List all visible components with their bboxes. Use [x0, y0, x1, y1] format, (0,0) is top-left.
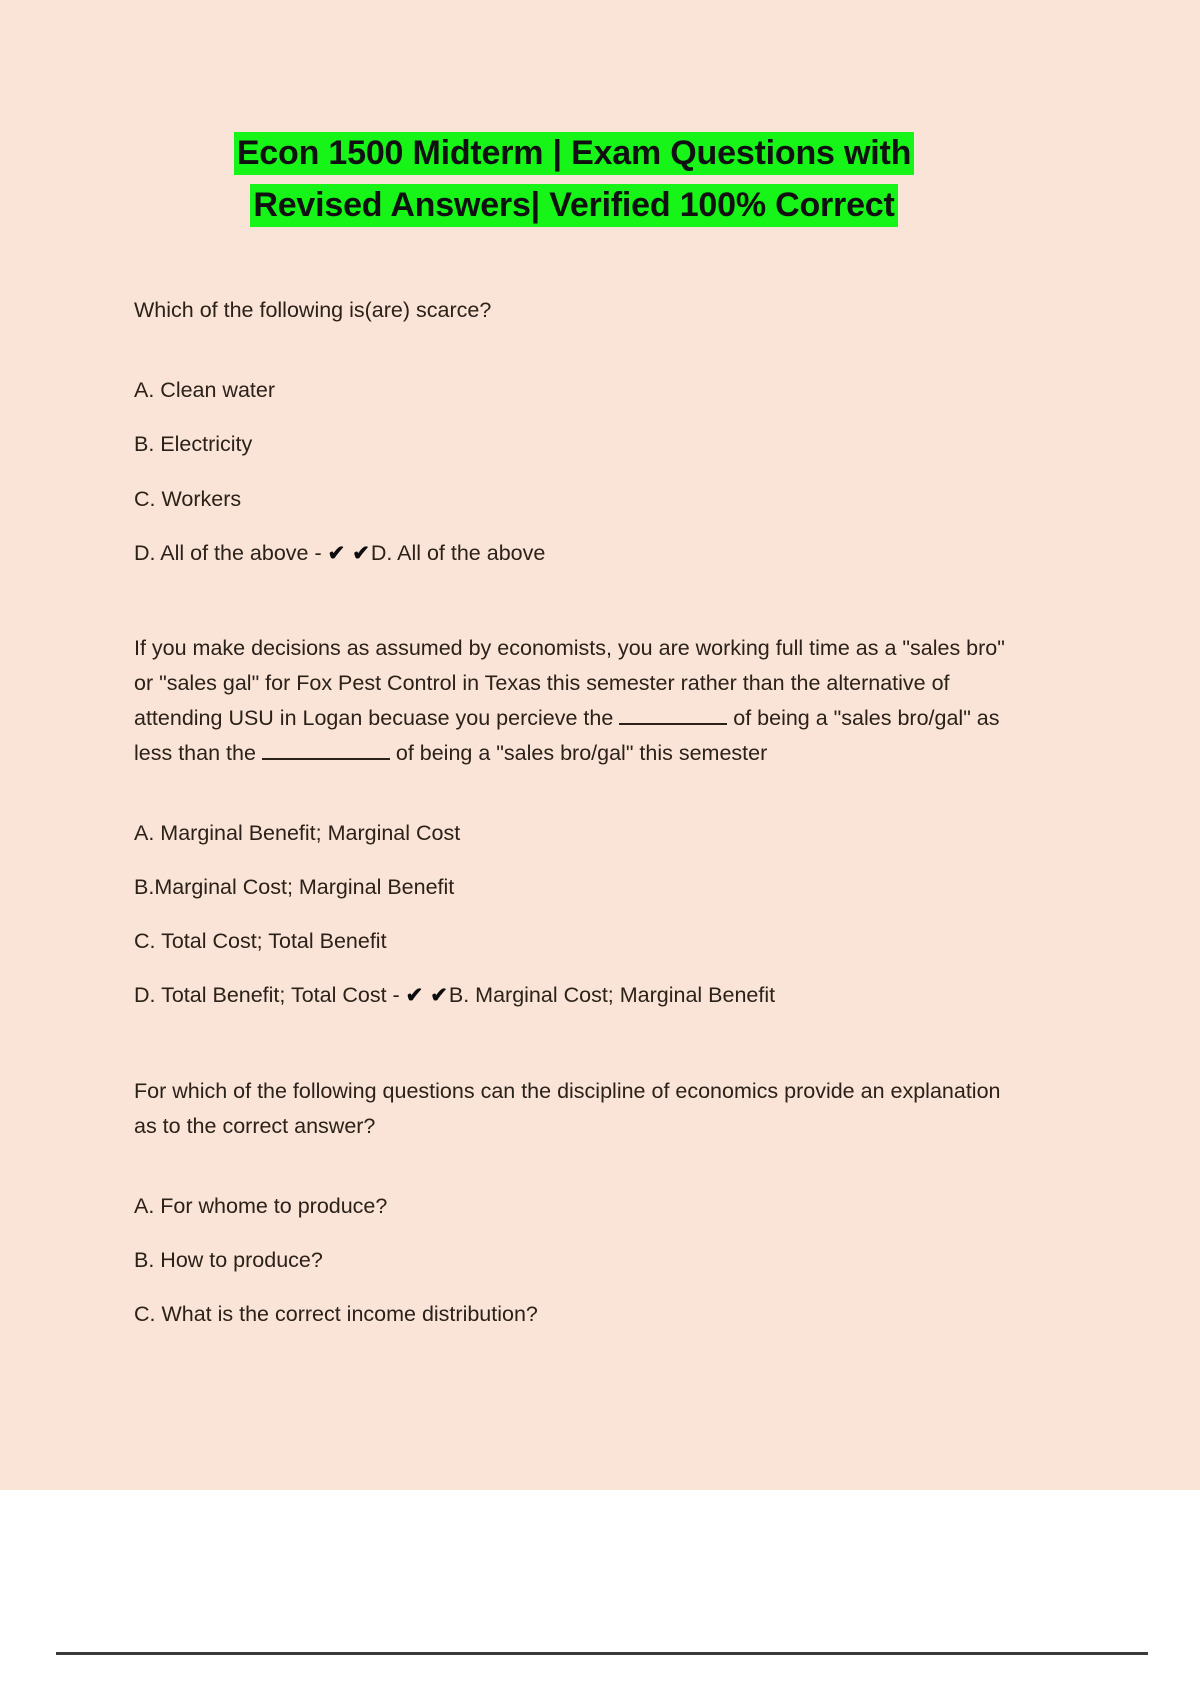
spacer [134, 1144, 1014, 1190]
spacer [134, 771, 1014, 817]
checkmark-icon: ✔ [430, 984, 449, 1008]
spacer [134, 849, 1014, 871]
question-2-stem [134, 631, 1014, 770]
spacer [134, 1222, 1014, 1244]
question-1-correct-answer: D. All of the above [370, 540, 546, 565]
page-break-gap [0, 1490, 1200, 1700]
question-3-option-a[interactable]: A. For whome to produce? [134, 1193, 388, 1218]
question-1-stem: Which of the following is(are) scarce? [134, 298, 492, 323]
spacer [134, 957, 1014, 979]
checkmark-icon: ✔ [405, 984, 425, 1008]
spacer [134, 903, 1014, 925]
question-1-option-b[interactable]: B. Electricity [134, 432, 253, 457]
question-1-option-c[interactable]: C. Workers [134, 486, 242, 511]
question-3-stem: For which of the following questions can the discipline of economics provide an explanation as to the correct answer? [134, 1078, 1001, 1138]
spacer [134, 461, 1014, 483]
question-3-option-c[interactable]: C. What is the correct income distribution? [134, 1302, 538, 1327]
question-2-option-b[interactable]: B.Marginal Cost; Marginal Benefit [134, 874, 455, 899]
page-title [134, 0, 1014, 231]
question-2-option-c[interactable]: C. Total Cost; Total Benefit [134, 929, 387, 954]
spacer [134, 569, 1014, 631]
spacer [134, 406, 1014, 428]
spacer [134, 231, 1014, 293]
spacer [134, 1012, 1014, 1074]
checkmark-icon: ✔ [327, 541, 347, 565]
question-2-option-a[interactable]: A. Marginal Benefit; Marginal Cost [134, 820, 461, 845]
question-1 [134, 293, 1014, 569]
spacer [134, 515, 1014, 537]
question-2-stem-part-3: of being a "sales bro/gal" this semester [389, 740, 768, 765]
question-3-option-b[interactable]: B. How to produce? [134, 1247, 323, 1272]
checkmark-icon: ✔ [352, 541, 371, 565]
question-1-answer-line[interactable] [134, 537, 1014, 570]
question-2 [134, 631, 1014, 1012]
blank-field-1 [619, 723, 727, 725]
question-3 [134, 1074, 1014, 1330]
question-1-option-a[interactable]: A. Clean water [134, 378, 276, 403]
question-2-stem-part-1: If you make decisions as assumed by economists, you are working full time as a "sales bro" or "sales gal" for Fox Pest Control in Texas this semester rather than the alternative of attending USU in Logan becuase you percieve the [134, 636, 1005, 731]
question-1-option-d-label: D. All of the above - [134, 540, 328, 565]
next-page-top-rule [56, 1652, 1148, 1655]
page-title-line-1: Econ 1500 Midterm | Exam Questions with [234, 132, 914, 175]
question-2-stem-part-2: of being a "sales bro/gal" as less than the [134, 706, 1000, 765]
question-2-answer-line[interactable] [134, 979, 1014, 1012]
question-2-option-d-label: D. Total Benefit; Total Cost - [134, 983, 406, 1008]
document-content [134, 0, 1014, 1330]
blank-field-2 [262, 758, 390, 760]
spacer [134, 1276, 1014, 1298]
page-title-line-2: Revised Answers| Verified 100% Correct [250, 184, 897, 227]
question-2-correct-answer: B. Marginal Cost; Marginal Benefit [448, 983, 776, 1008]
spacer [134, 328, 1014, 374]
